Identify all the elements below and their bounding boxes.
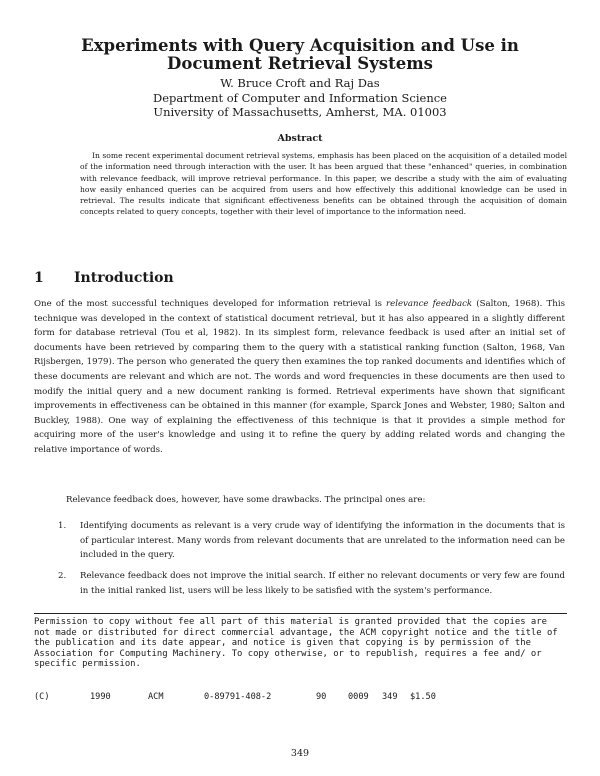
section-title: Introduction <box>74 270 174 286</box>
abstract-text: In some recent experimental document retrieval systems, emphasis has been placed on the acquisition of a detailed model of the information need through interaction with the user. It has been argued that these "enhanced" queries, in combination with relevance feedback, will improve retrieval performance. In this paper, we describe a study with the aim of evaluating how easily enhanced queries can be acquired from users and how effectively this additional knowledge can be used in retrieval. The results indicate that significant effectiveness benefits can be obtained through the acquisition of domain concepts related to query concepts, together with their level of importance to the information need. <box>80 151 567 217</box>
copyright-org: ACM <box>148 692 164 702</box>
department: Department of Computer and Information Science <box>153 91 447 105</box>
code-1: 90 <box>316 692 327 702</box>
list-item-text: Relevance feedback does not improve the initial search. If either no relevant documents or very few are found in the initial ranked list, users will be less likely to be satisfied with the system's performance. <box>80 571 565 596</box>
list-item-text: Identifying documents as relevant is a very crude way of identifying the information in the documents that is of particular interest. Many words from relevant documents that are unrelated to the information need can be included in the query. <box>80 521 565 561</box>
university: University of Massachusetts, Amherst, MA. 01003 <box>153 105 447 119</box>
list-marker: 2. <box>58 571 67 581</box>
para1-italic-term: relevance feedback <box>386 299 473 309</box>
copyright-year: 1990 <box>90 692 111 702</box>
abstract-heading: Abstract <box>277 133 323 144</box>
copyright-symbol: (C) <box>34 692 50 702</box>
price: $1.50 <box>410 692 436 702</box>
copyright-line <box>34 692 436 702</box>
isbn: 0-89791-408-2 <box>204 692 272 702</box>
list-marker: 1. <box>58 521 67 531</box>
permission-notice: Permission to copy without fee all part of this material is granted provided that the copies are not made or distributed for direct commercial advantage, the ACM copyright notice and the title of the publication and its date appear, and notice is given that copying is by permission of the Association for Computing Machinery. To copy otherwise, or to republish, requires a fee and/ or specific permission. <box>34 617 558 670</box>
section-heading-introduction <box>34 270 174 286</box>
code-3: 349 <box>382 692 398 702</box>
list-item <box>58 519 565 563</box>
footer-divider <box>34 613 567 614</box>
para1-start: One of the most successful techniques developed for information retrieval is <box>34 299 387 309</box>
authors: W. Bruce Croft and Raj Das <box>220 76 380 90</box>
section-number: 1 <box>34 270 44 286</box>
para1-rest: (Salton, 1968). This technique was developed in the context of statistical document retrieval, but it has also appeared in a slightly different form for database retrieval (Tou et al, 1982). In its simplest form, relevance feedback is used after an initial set of documents have been retrieved by comparing them to the query with a statistical ranking function (Salton, 1968, Van Rijsbergen, 1979). The person who generated the query then examines the top ranked documents and identifies which of these documents are relevant and which are not. The words and word frequencies in these documents are then used to modify the initial query and a new document ranking is formed. Retrieval experiments have shown that significant improvements in effectiveness can be obtained in this manner (for example, Sparck Jones and Webster, 1980; Salton and Buckley, 1988). One way of explaining the effectiveness of this technique is that it provides a simple method for acquiring more of the user's knowledge and using it to refine the query by adding related words and changing the relative importance of words. <box>34 299 565 455</box>
page-number: 349 <box>290 748 310 759</box>
intro-paragraph-1 <box>34 297 565 458</box>
paper-title-line2: Document Retrieval Systems <box>167 54 433 73</box>
code-2: 0009 <box>348 692 369 702</box>
intro-paragraph-2: Relevance feedback does, however, have some drawbacks. The principal ones are: <box>66 495 426 505</box>
list-item <box>58 569 565 598</box>
paper-title-line1: Experiments with Query Acquisition and Use in <box>81 36 519 55</box>
